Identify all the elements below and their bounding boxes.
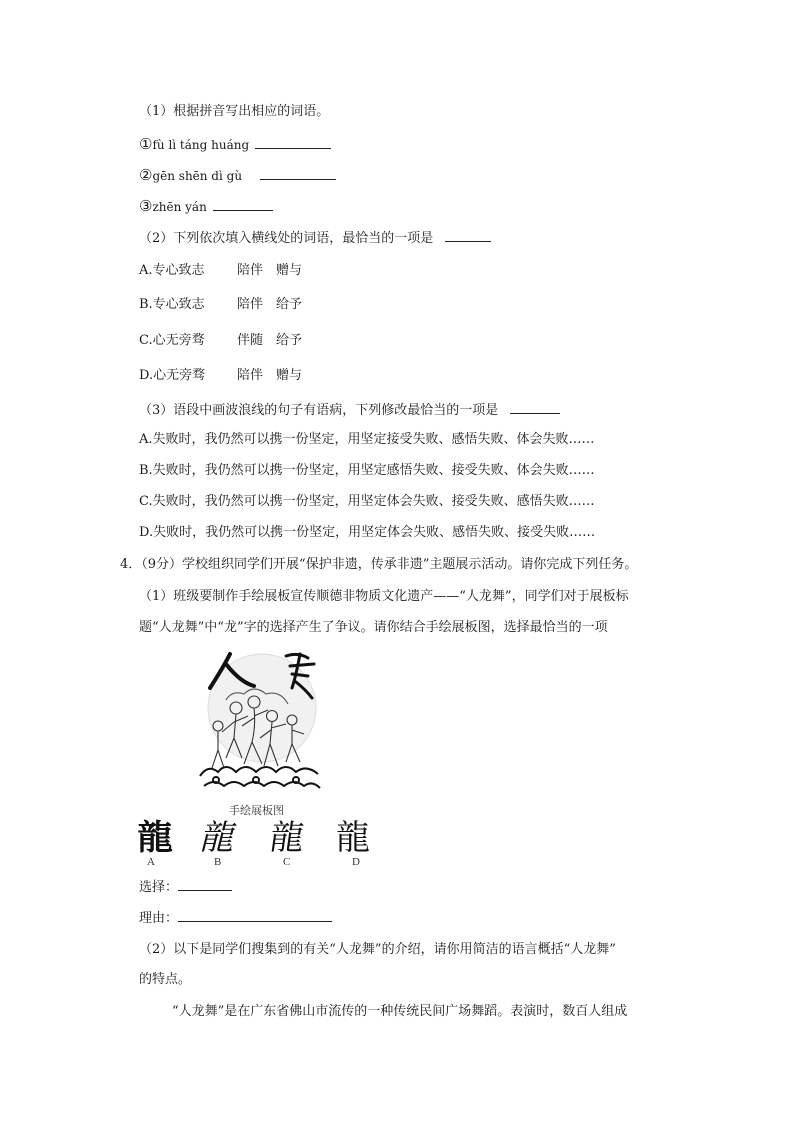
q3-sub1: （1）根据拼音写出相应的词语。 [139,104,330,119]
answer-blank[interactable] [213,198,273,211]
pinyin-num: ② [139,166,153,184]
option-word: 赠与 [276,368,303,383]
option-label: B.专心致志 [139,297,205,312]
q3-option-2b [139,296,302,314]
reason-blank[interactable] [178,909,332,922]
answer-blank[interactable] [260,167,336,180]
q3-sub2-text: （2）下列依次填入横线处的词语，最恰当的一项是 [139,231,434,246]
choice-c-label: C [283,856,291,868]
q3-option-3a: A.失败时，我仍然可以携一份坚定，用坚定接受失败、感悟失败、体会失败…… [139,432,595,447]
q3-option-3c: C.失败时，我仍然可以携一份坚定，用坚定体会失败、接受失败、感悟失败…… [139,494,595,509]
answer-blank[interactable] [510,401,560,414]
reason-label: 理由： [139,911,179,926]
reason-row [139,909,332,928]
q4-header: 4．（9分）学校组织同学们开展“保护非遗，传承非遗”主题展示活动。请你完成下列任务。 [120,557,638,572]
option-word: 伴随 [237,333,264,348]
q4-sub2-line2: 的特点。 [139,972,192,987]
choice-b-label: B [214,856,222,868]
choice-c-glyph: 龍 [267,818,307,858]
q3-sub3 [139,401,560,420]
choice-a-glyph: 龍 [137,818,171,858]
option-label: A.专心致志 [139,263,205,278]
pinyin-num: ③ [139,197,153,215]
select-label: 选择： [139,880,179,895]
q4-sub1-line1: （1）班级要制作手绘展板宣传顺德非物质文化遗产——“人龙舞”，同学们对于展板标 [139,589,629,604]
q3-option-2a [139,262,302,280]
option-word: 给予 [276,297,303,312]
option-label: D.心无旁骛 [139,368,206,383]
pinyin-item-3 [139,197,273,217]
image-caption: 手绘展板图 [229,804,284,817]
pinyin-text: fù lì táng huáng [152,138,250,152]
q3-option-3b: B.失败时，我仍然可以携一份坚定，用坚定感悟失败、接受失败、体会失败…… [139,463,595,478]
choice-d-label: D [352,856,360,868]
pinyin-item-2 [139,166,336,186]
q4-sub1-line2: 题“人龙舞”中“龙”字的选择产生了争议。请你结合手绘展板图，选择最恰当的一项 [139,620,608,635]
choice-a-label: A [147,856,155,868]
option-word: 陪伴 [237,368,264,383]
option-word: 给予 [276,333,303,348]
option-label: C.心无旁骛 [139,333,205,348]
q3-option-2c [139,332,302,350]
choice-b-glyph: 龍 [199,818,233,858]
q3-option-3d: D.失败时，我仍然可以携一份坚定，用坚定体会失败、感悟失败、接受失败…… [139,525,596,540]
select-row [139,878,232,897]
passage-line1: “人龙舞”是在广东省佛山市流传的一种传统民间广场舞蹈。表演时，数百人组成 [172,1004,628,1019]
select-blank[interactable] [178,878,232,891]
pinyin-item-1 [139,135,331,155]
pinyin-text: zhēn yán [152,200,207,214]
option-word: 陪伴 [237,263,264,278]
q3-sub2 [139,229,491,248]
pinyin-num: ① [139,135,153,153]
option-word: 赠与 [276,263,303,278]
option-word: 陪伴 [237,297,264,312]
choice-d-glyph: 龍 [336,818,370,858]
q3-option-2d [139,367,302,385]
pinyin-text: gēn shēn dì gù [152,169,243,183]
answer-blank[interactable] [445,229,491,242]
q3-sub3-text: （3）语段中画波浪线的句子有语病，下列修改最恰当的一项是 [139,403,499,418]
hand-drawn-board-image [196,646,324,798]
q4-sub2-line1: （2）以下是同学们搜集到的有关“人龙舞”的介绍，请你用简洁的语言概括“人龙舞” [139,942,616,957]
answer-blank[interactable] [255,136,331,149]
